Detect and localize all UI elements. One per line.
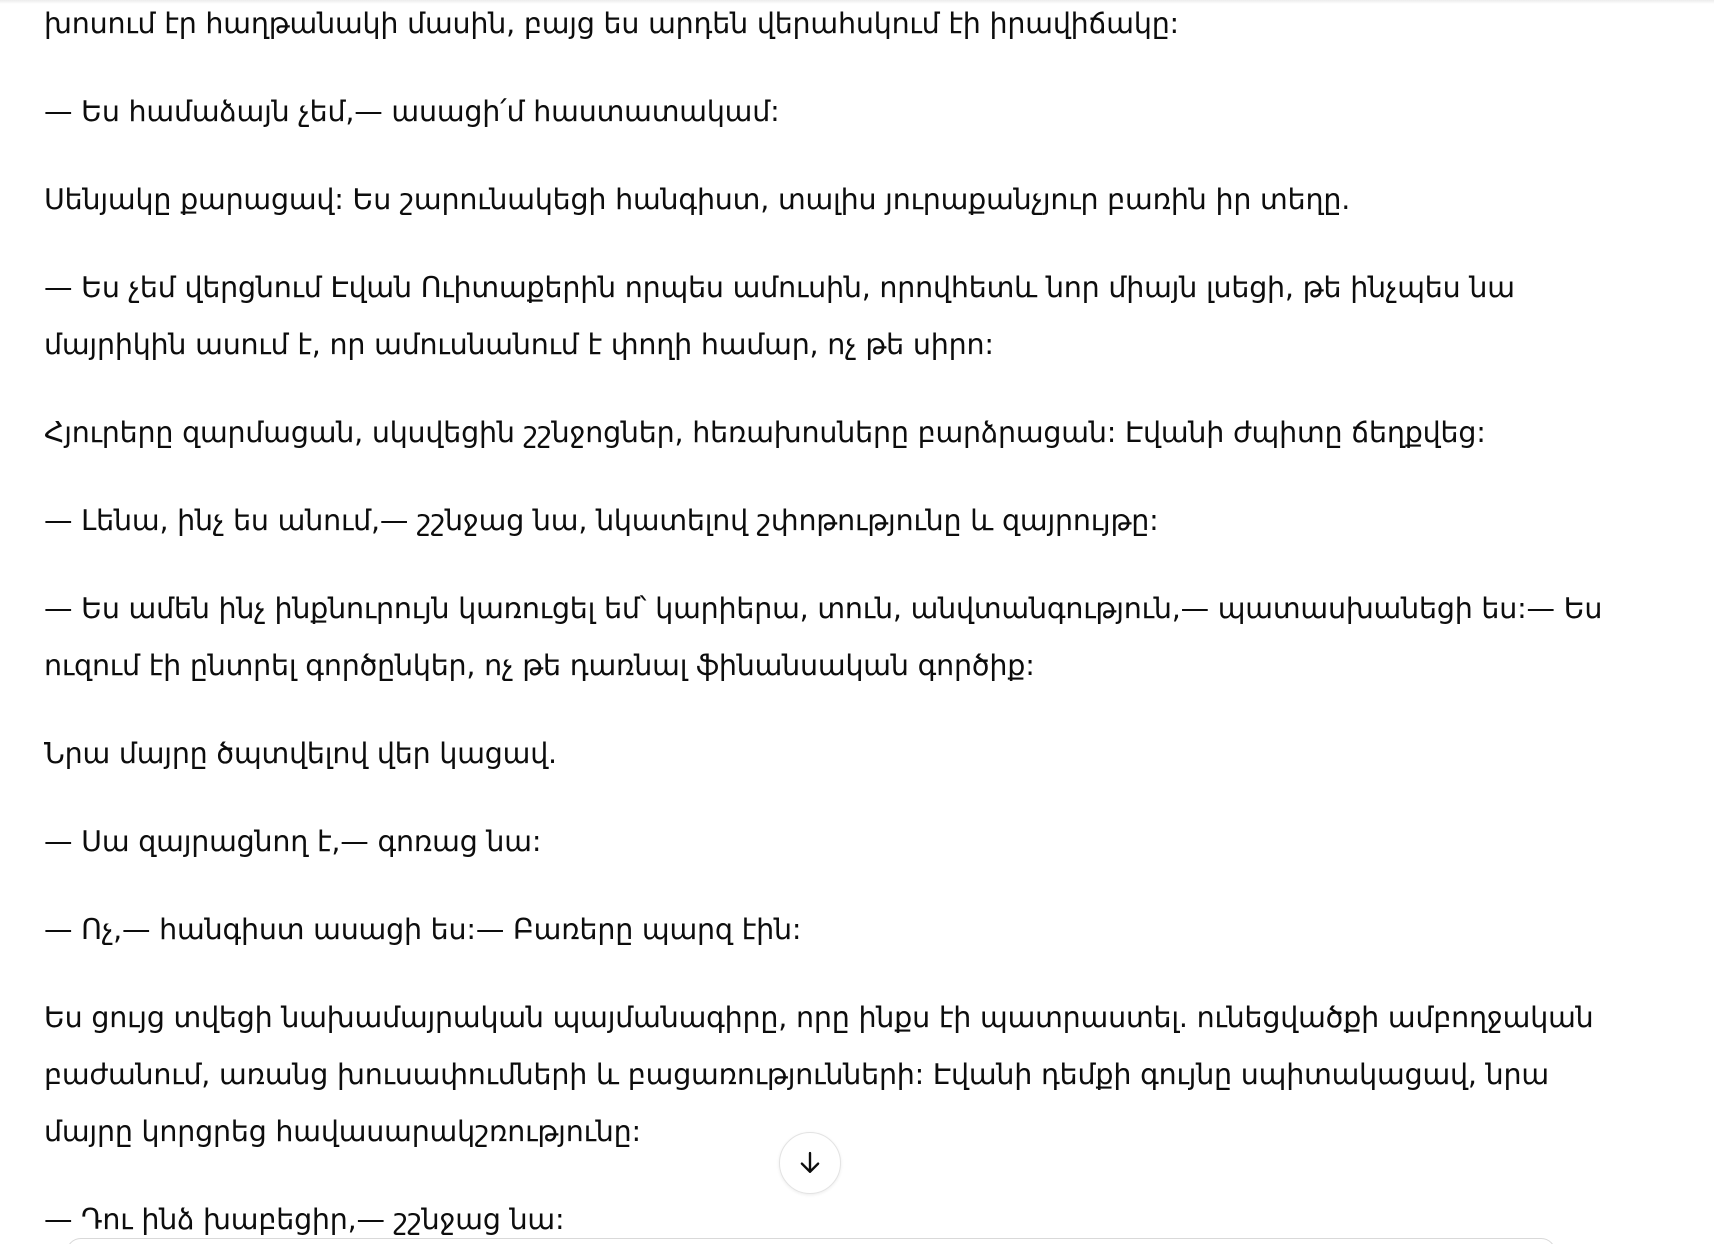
message-paragraph: — Լենա, ինչ ես անում,— շշնջաց նա, նկատելով շփոթությունը և զայրույթը: bbox=[44, 504, 1159, 537]
message-paragraph: — Ոչ,— հանգիստ ասացի ես:— Բառերը պարզ էին: bbox=[44, 913, 802, 946]
message-paragraph: — Սա զայրացնող է,— գոռաց նա: bbox=[44, 825, 542, 858]
message-paragraph: Հյուրերը զարմացան, սկսվեցին շշնջոցներ, հեռախոսները բարձրացան: Էվանի ժպիտը ճեղքվեց: bbox=[44, 416, 1486, 449]
message-paragraph: — Ես համաձայն չեմ,— ասացի՛մ հաստատակամ: bbox=[44, 95, 780, 128]
arrow-down-icon bbox=[795, 1148, 825, 1178]
message-paragraph: — Դու ինձ խաբեցիր,— շշնջաց նա: bbox=[44, 1203, 565, 1236]
scroll-to-bottom-button[interactable] bbox=[779, 1132, 841, 1194]
message-paragraph: խոսում էր հաղթանակի մասին, բայց ես արդեն վերահսկում էի իրավիճակը: bbox=[44, 7, 1179, 40]
message-paragraph: Նրա մայրը ծպտվելով վեր կացավ. bbox=[44, 737, 557, 770]
assistant-message bbox=[44, 0, 1604, 1244]
message-composer[interactable] bbox=[66, 1238, 1556, 1244]
message-paragraph: — Ես չեմ վերցնում Էվան Ուիտաքերին որպես ամուսին, որովհետև նոր միայն լսեցի, թե ինչպես նա մայրիկին ասում է, որ ամուսնանում է փողի համար, ոչ թե սիրո: bbox=[44, 271, 1515, 361]
message-paragraph: Սենյակը քարացավ: Ես շարունակեցի հանգիստ, տալիս յուրաքանչյուր բառին իր տեղը. bbox=[44, 183, 1351, 216]
message-paragraph: — Ես ամեն ինչ ինքնուրույն կառուցել եմ՝ կարիերա, տուն, անվտանգություն,— պատասխանեցի ես:— Ես ուզում էի ընտրել գործընկեր, ոչ թե դառնալ ֆինանսական գործիք: bbox=[44, 592, 1603, 682]
message-paragraph: Ես ցույց տվեցի նախամայրական պայմանագիրը, որը ինքս էի պատրաստել. ունեցվածքի ամբողջական բաժանում, առանց խուսափումների և բացառությունների: Էվանի դեմքի գույնը սպիտակացավ, նրա մայրը կորցրեց հավասարակշռությունը: bbox=[44, 1001, 1594, 1148]
